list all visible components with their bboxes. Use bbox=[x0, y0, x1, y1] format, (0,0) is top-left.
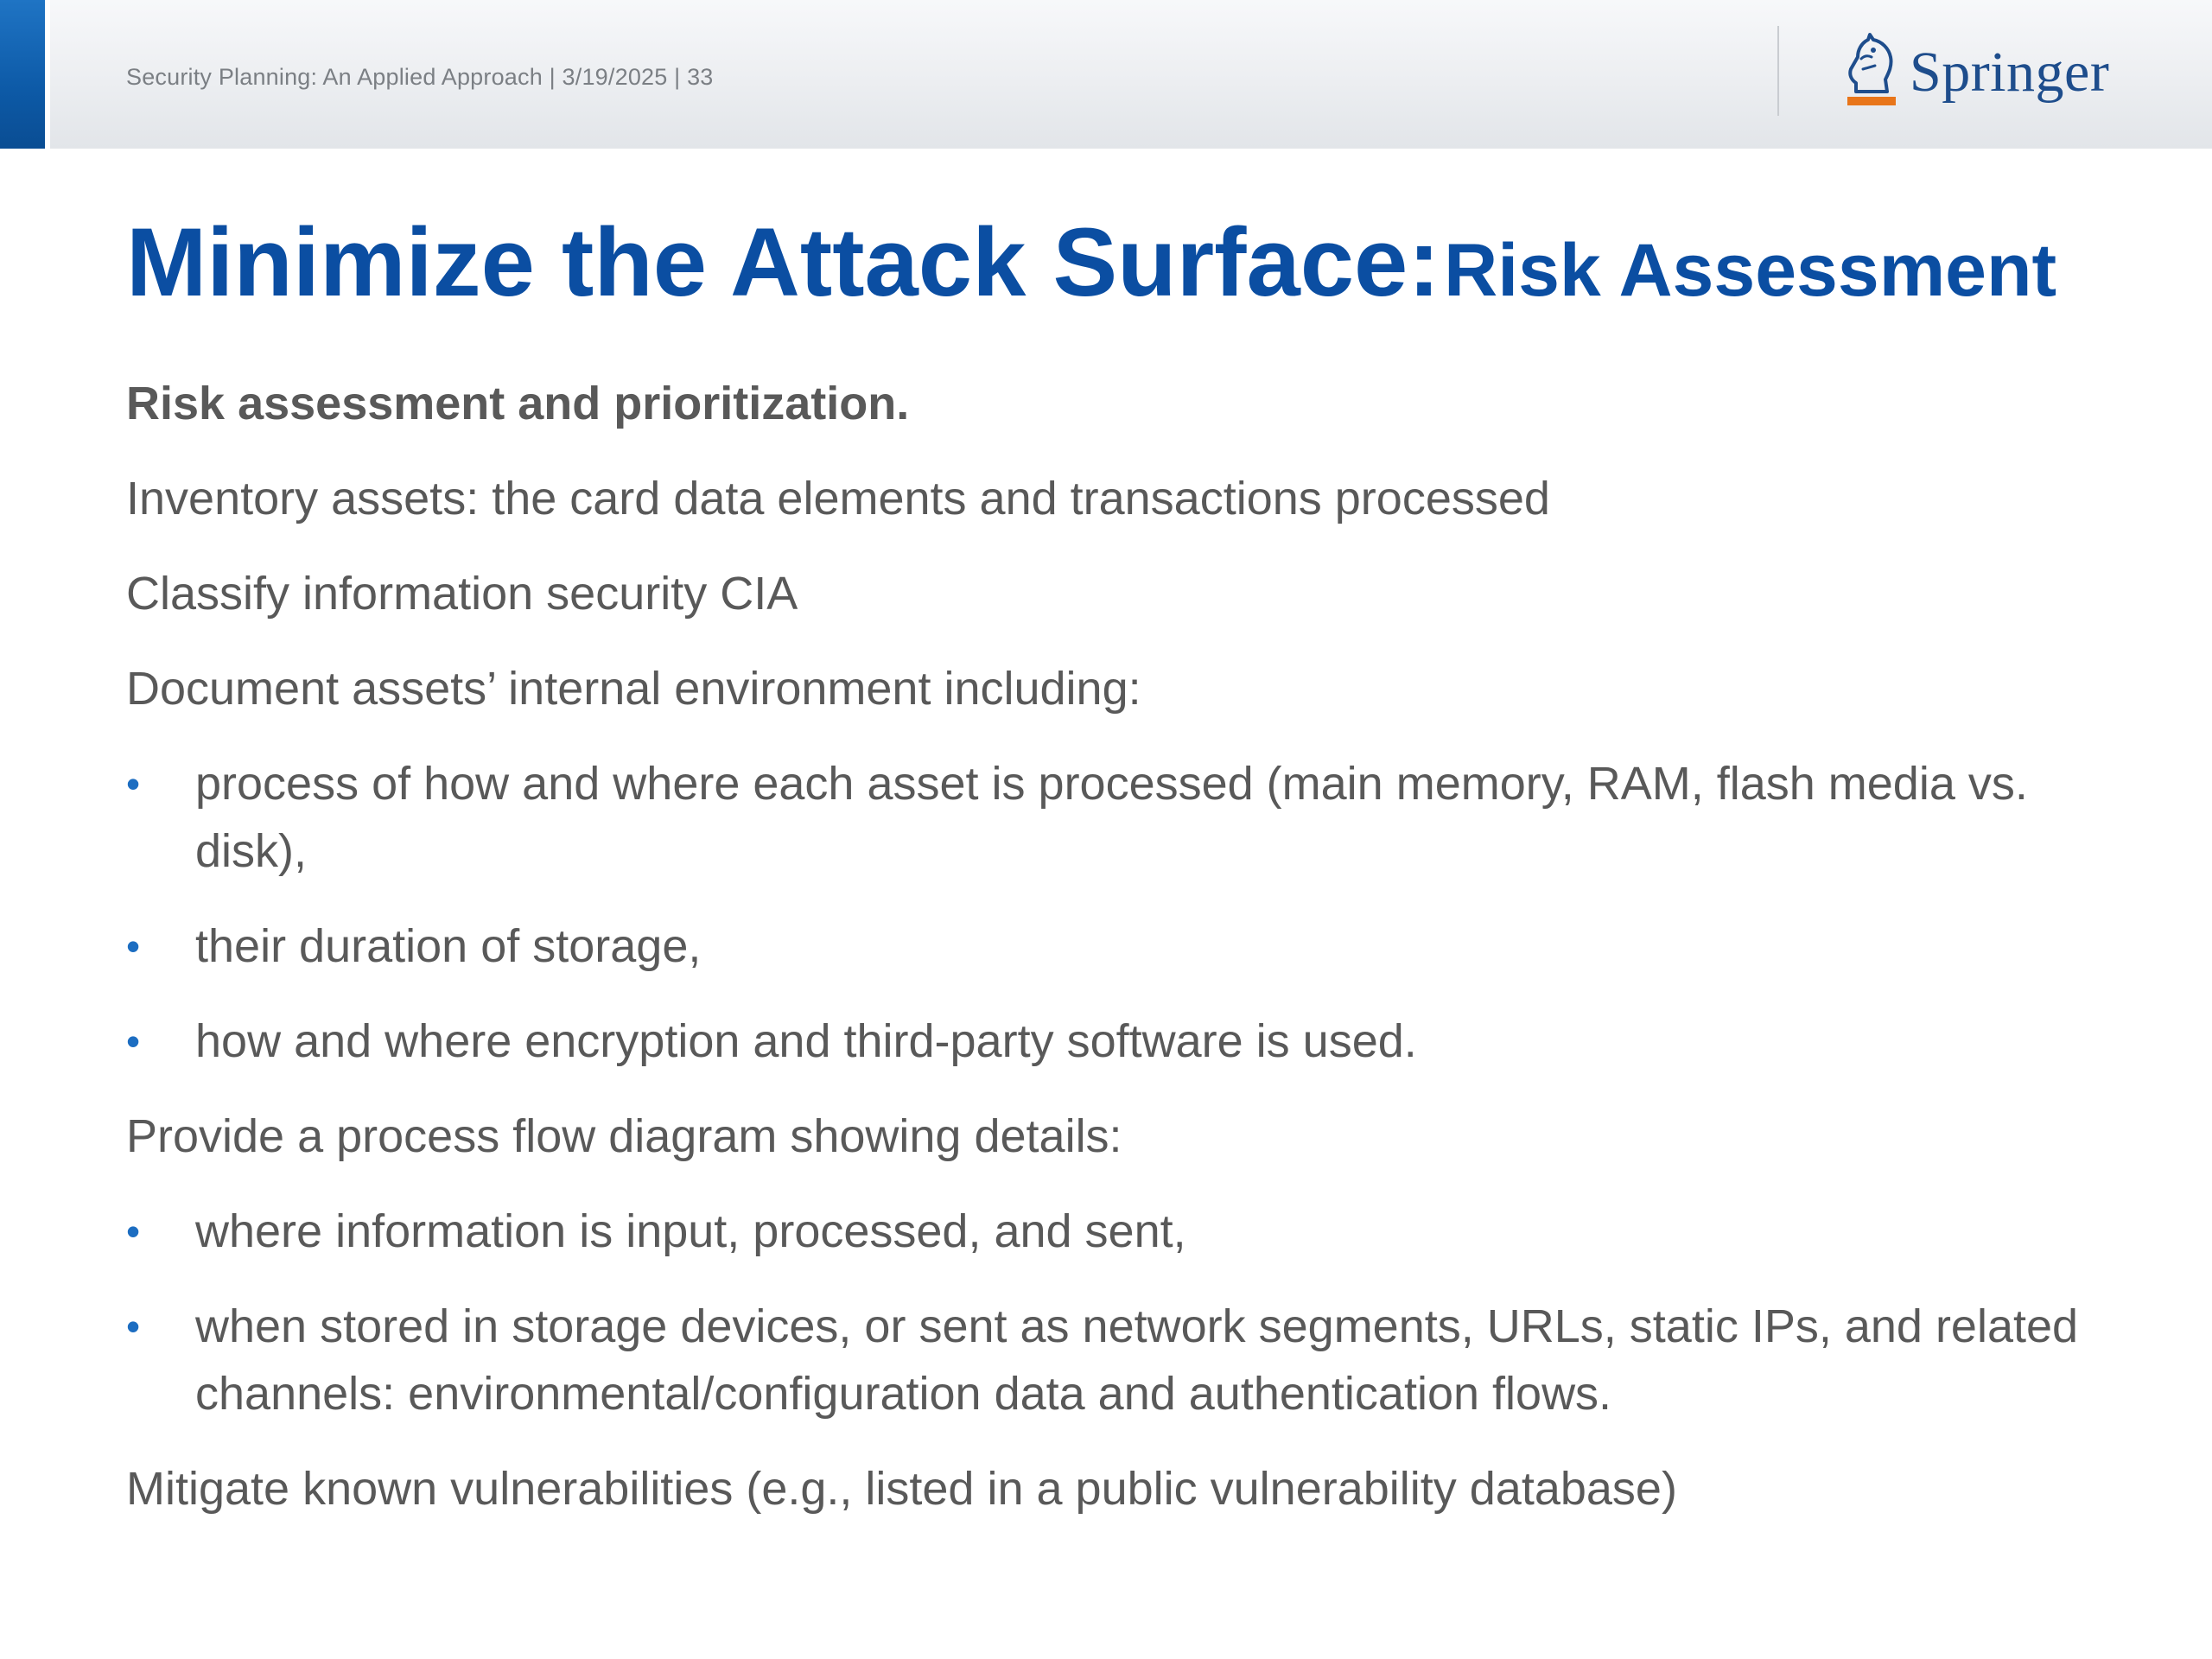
springer-horse-icon bbox=[1839, 31, 1901, 114]
bullet-dot: • bbox=[126, 1019, 141, 1064]
bullet-text: where information is input, processed, and sent, bbox=[195, 1205, 1186, 1257]
body-paragraph-process-flow: Provide a process flow diagram showing details: bbox=[126, 1110, 1122, 1162]
bullet-text: their duration of storage, bbox=[195, 920, 702, 972]
springer-logo bbox=[1839, 31, 2109, 114]
bullet-item bbox=[126, 1293, 2113, 1427]
bullet-dot: • bbox=[126, 761, 141, 806]
body-paragraph-document: Document assets’ internal environment including: bbox=[126, 663, 1141, 715]
bullet-item bbox=[126, 750, 2113, 885]
bullet-dot: • bbox=[126, 924, 141, 969]
header-meta-text: Security Planning: An Applied Approach | 3/19/2025 | 33 bbox=[126, 64, 714, 90]
header-accent-gap bbox=[45, 0, 50, 149]
header-accent-bar bbox=[0, 0, 45, 149]
body-paragraph-inventory: Inventory assets: the card data elements and transactions processed bbox=[126, 473, 1550, 524]
bullet-item bbox=[126, 912, 2113, 980]
bullet-dot: • bbox=[126, 1209, 141, 1254]
body-lead: Risk assessment and prioritization. bbox=[126, 378, 910, 429]
header-divider bbox=[1777, 26, 1779, 116]
bullet-text: process of how and where each asset is processed (main memory, RAM, flash media vs. disk), bbox=[195, 758, 2028, 877]
slide-title-main: Minimize the Attack Surface: bbox=[126, 208, 1440, 316]
bullet-text: how and where encryption and third-party software is used. bbox=[195, 1015, 1417, 1067]
slide-body bbox=[126, 370, 2113, 1550]
body-paragraph-classify: Classify information security CIA bbox=[126, 568, 798, 620]
slide-header bbox=[0, 0, 2212, 149]
bullet-item bbox=[126, 1007, 2113, 1075]
bullet-text: when stored in storage devices, or sent as network segments, URLs, static IPs, and related channels: environmental/configuration data and authentication flows. bbox=[195, 1300, 2079, 1420]
bullet-item bbox=[126, 1198, 2113, 1265]
slide-title bbox=[126, 208, 2057, 316]
springer-wordmark: Springer bbox=[1910, 41, 2110, 104]
slide-title-sub: Risk Assessment bbox=[1444, 229, 2057, 312]
body-paragraph-mitigate: Mitigate known vulnerabilities (e.g., listed in a public vulnerability database) bbox=[126, 1463, 1677, 1515]
bullet-dot: • bbox=[126, 1304, 141, 1349]
